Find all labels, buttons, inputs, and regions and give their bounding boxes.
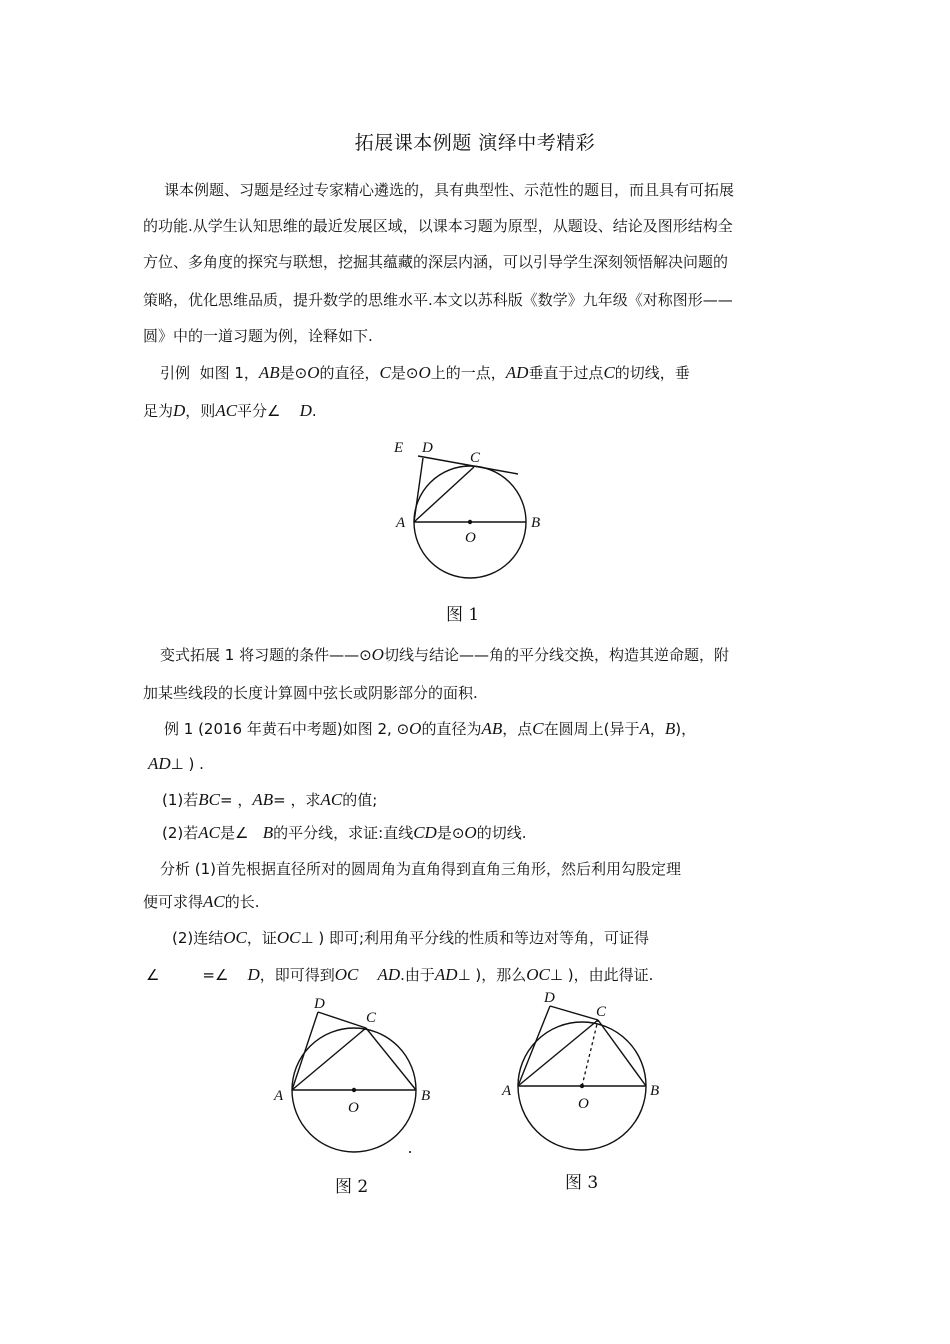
math-ab: AB — [252, 790, 274, 809]
math-ad: AD — [434, 965, 458, 984]
fig2-label-b: B — [421, 1088, 431, 1104]
text: ，即可得到 — [259, 966, 335, 984]
math-o: O — [418, 363, 431, 382]
text: 垂直于过点 — [528, 364, 604, 382]
text: 变式拓展 1 将习题的条件——⊙ — [160, 646, 372, 664]
fig1-center — [468, 520, 472, 524]
intro-line-2: 的功能.从学生认知思维的最近发展区域，以课本习题为原型，从题设、结论及图形结构全 — [143, 217, 733, 235]
fig3-label-o: O — [578, 1096, 589, 1112]
text: 的平分线，求证:直线 — [273, 824, 414, 842]
text: .由于 — [400, 966, 435, 984]
math-ac: AC — [320, 790, 343, 809]
figure-2-caption: 图 2 — [335, 1177, 369, 1197]
fig1-label-a: A — [396, 515, 406, 531]
fig2-label-a: A — [274, 1088, 284, 1104]
figure-3-caption: 图 3 — [565, 1173, 599, 1193]
example-line-1 — [164, 712, 696, 746]
figure-3 — [492, 990, 672, 1160]
math-ab: AB — [258, 363, 280, 382]
math-d: D — [247, 965, 260, 984]
math-o: O — [409, 719, 422, 738]
fig1-label-d: D — [422, 440, 433, 456]
intro-line-1: 课本例题、习题是经过专家精心遴选的，具有典型性、示范性的题目，而且具有可拓展 — [164, 181, 735, 199]
text: 切线与结论——角的平分线交换，构造其逆命题，附 — [383, 646, 729, 664]
text: 是⊙ — [279, 364, 308, 382]
math-o: O — [371, 645, 384, 664]
fig3-chord-cb — [598, 1020, 646, 1086]
fig2-label-o: O — [348, 1100, 359, 1116]
text: 在圆周上(异于 — [543, 720, 640, 738]
figure-2 — [262, 990, 442, 1160]
fig2-chord-ac — [292, 1028, 366, 1090]
figure-1-caption: 图 1 — [446, 605, 480, 625]
fig1-label-o: O — [465, 530, 476, 546]
fig1-label-e: E — [394, 440, 404, 456]
bianshi-line-2: 加某些线段的长度计算圆中弦长或阴影部分的面积. — [143, 684, 478, 702]
math-oc: OC — [223, 928, 247, 947]
math-d: D — [299, 401, 312, 420]
text: 的直径为 — [421, 720, 482, 738]
text: 平分∠ — [237, 402, 281, 420]
text: ⊥ )，那么 — [457, 966, 527, 984]
math-oc: OC — [276, 928, 301, 947]
text: ⊥ ) . — [170, 755, 204, 773]
fig3-label-a: A — [502, 1083, 512, 1099]
text: (2)连结 — [172, 929, 224, 947]
text: ⊥ )，由此得证. — [549, 966, 654, 984]
fig1-label-c: C — [470, 450, 481, 466]
yinli-line-1 — [160, 356, 690, 390]
figure-1 — [380, 430, 540, 590]
text: 例 1 (2016 年黄石中考题)如图 2, ⊙ — [164, 720, 410, 738]
fig2-label-d: D — [314, 996, 325, 1012]
intro-line-5: 圆》中的一道习题为例，诠释如下. — [143, 327, 373, 345]
math-b: B — [664, 719, 676, 738]
fig3-label-b: B — [650, 1083, 660, 1099]
text: . — [311, 402, 317, 420]
text: = ，求 — [273, 791, 321, 809]
intro-line-4: 策略，优化思维品质，提升数学的思维水平.本文以苏科版《数学》九年级《对称图形—— — [143, 291, 733, 309]
math-o: O — [464, 823, 477, 842]
fig3-label-d: D — [544, 990, 555, 1006]
fig2-center — [352, 1088, 356, 1092]
text: 是⊙ — [436, 824, 465, 842]
text: 上的一点， — [430, 364, 506, 382]
text: ⊥ ) 即可;利用角平分线的性质和等边对等角，可证得 — [300, 929, 650, 947]
question-1 — [162, 783, 377, 817]
fig3-segment-ad — [518, 1006, 550, 1086]
math-ad: AD — [148, 754, 171, 773]
fig1-tangent — [418, 456, 518, 474]
page-title: 拓展课本例题 演绎中考精彩 — [354, 132, 596, 154]
fig1-chord-ac — [414, 467, 474, 522]
math-ac: AC — [203, 892, 225, 911]
text: 如图 1， — [199, 364, 259, 382]
math-c: C — [379, 363, 391, 382]
fig2-segment-dc — [318, 1012, 366, 1028]
math-c: C — [532, 719, 544, 738]
math-ab: AB — [481, 719, 503, 738]
text: 是∠ — [219, 824, 249, 842]
fig3-radius-oc — [582, 1020, 598, 1086]
text: 的直径， — [319, 364, 380, 382]
math-ac: AC — [198, 823, 220, 842]
text: 的切线. — [476, 824, 527, 842]
fig3-label-c: C — [596, 1004, 607, 1020]
math-o: O — [307, 363, 320, 382]
text: 便可求得 — [143, 893, 204, 911]
text: ，证 — [246, 929, 277, 947]
analysis-line-3 — [172, 921, 649, 955]
text: (1)若 — [162, 791, 199, 809]
fig2-label-c: C — [366, 1010, 377, 1026]
analysis-line-2 — [143, 885, 260, 919]
math-oc: OC — [334, 965, 359, 984]
text: 的切线，垂 — [614, 364, 690, 382]
math-c: C — [603, 363, 615, 382]
text: 的长. — [224, 893, 260, 911]
text: 的值; — [342, 791, 378, 809]
yinli-line-2 — [143, 394, 317, 428]
question-2 — [162, 816, 526, 850]
math-ad: AD — [505, 363, 529, 382]
math-b: B — [262, 823, 274, 842]
math-ad: AD — [377, 965, 401, 984]
fig3-chord-ac — [518, 1020, 598, 1086]
text: 足为 — [143, 402, 174, 420]
math-d: D — [173, 401, 186, 420]
bianshi-line-1 — [160, 638, 729, 672]
math-ac: AC — [215, 401, 238, 420]
fig1-label-b: B — [531, 515, 540, 531]
text: ，则 — [185, 402, 216, 420]
fig2-dot — [409, 1151, 411, 1153]
example-line-2 — [148, 747, 204, 781]
text: =∠ — [202, 966, 229, 984]
text: )， — [675, 720, 697, 738]
yinli-label: 引例 — [160, 364, 191, 382]
text: ，点 — [502, 720, 533, 738]
text: = ， — [219, 791, 253, 809]
text: (2)若 — [162, 824, 199, 842]
intro-line-3: 方位、多角度的探究与联想，挖掘其蕴藏的深层内涵，可以引导学生深刻领悟解决问题的 — [143, 253, 729, 271]
text: 是⊙ — [390, 364, 419, 382]
math-cd: CD — [413, 823, 437, 842]
math-a: A — [639, 719, 650, 738]
math-oc: OC — [526, 965, 550, 984]
fig1-segment-ad — [414, 458, 423, 522]
text: ， — [649, 720, 665, 738]
text: ∠ — [146, 966, 160, 984]
math-bc: BC — [198, 790, 220, 809]
analysis-line-1: 分析 (1)首先根据直径所对的圆周角为直角得到直角三角形，然后利用勾股定理 — [160, 860, 682, 878]
fig3-segment-dc — [550, 1006, 598, 1020]
analysis-line-4 — [146, 958, 653, 992]
